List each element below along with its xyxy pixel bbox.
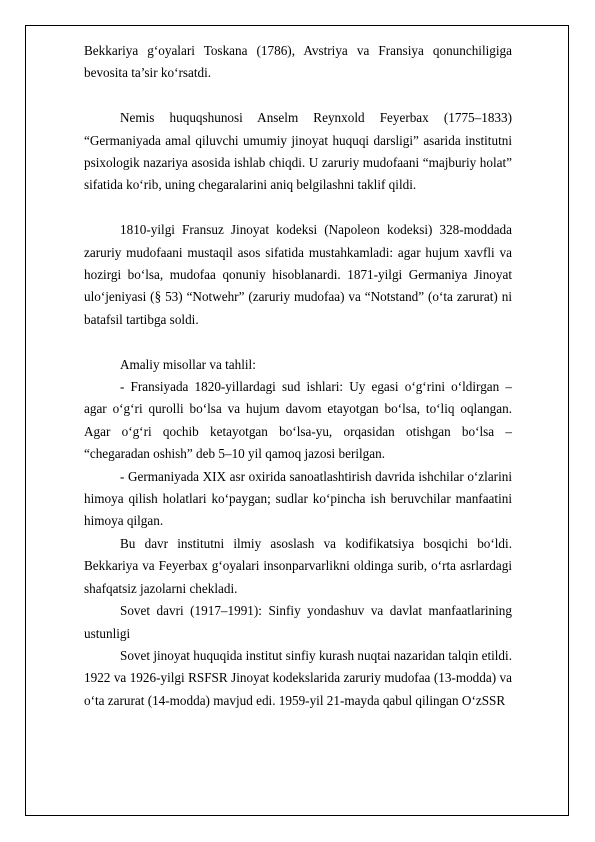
paragraph-soviet-heading: Sovet davri (1917–1991): Sinfiy yondashuv va davlat manfaatlarining ustunligi <box>84 603 512 641</box>
paragraph-bekkariya-influence: Bekkariya g‘oyalari Toskana (1786), Avstriya va Fransiya qonunchiligiga bevosita ta’sir ko‘rsatdi. <box>84 43 512 81</box>
paragraph-examples-heading: Amaliy misollar va tahlil: <box>120 356 256 372</box>
paragraph-codes-1810-1871: 1810-yilgi Fransuz Jinoyat kodeksi (Napoleon kodeksi) 328-moddada zaruriy mudofaani mustaqil asos sifatida mustahkamladi: agar hujum xavfli va hozirgi bo‘lsa, mudofaa qonuniy hisoblanardi. 1871-yilgi Germaniya Jinoyat ulo‘jeniyasi (§ 53) “Notwehr” (zaruriy mudofaa) va “Notstand” (o‘ta zarurat) ni batafsil tartibga soldi. <box>84 222 512 327</box>
paragraph-period-summary: Bu davr institutni ilmiy asoslash va kodifikatsiya bosqichi bo‘ldi. Bekkariya va Feyerbax g‘oyalari insonparvarlikni oldinga surib, o‘rta asrlardagi shafqatsiz jazolarni chekladi. <box>84 535 512 596</box>
paragraph-germany-example: - Germaniyada XIX asr oxirida sanoatlashtirish davrida ishchilar o‘zlarini himoya qilish holatlari ko‘paygan; sudlar ko‘pincha ish beruvchilar manfaatini himoya qilgan. <box>84 468 512 529</box>
paragraph-france-example: - Fransiyada 1820-yillardagi sud ishlari: Uy egasi o‘g‘rini o‘ldirgan – agar o‘g‘ri qurolli bo‘lsa va hujum davom etayotgan bo‘lsa, to‘liq oqlangan. Agar o‘g‘ri qochib ketayotgan bo‘lsa-yu, orqasidan otishgan bo‘lsa – “chegaradan oshish” deb 5–10 yil qamoq jazosi berilgan. <box>84 379 512 462</box>
document-body <box>84 40 512 712</box>
paragraph-feyerbax: Nemis huquqshunosi Anselm Reynxold Feyerbax (1775–1833) “Germaniyada amal qiluvchi umumiy jinoyat huquqi darsligi” asarida institutni psixologik nazariya asosida ishlab chiqdi. U zaruriy mudofaani “majburiy holat” sifatida ko‘rib, uning chegaralarini aniq belgilashni taklif qildi. <box>84 110 512 193</box>
paragraph-soviet-law: Sovet jinoyat huquqida institut sinfiy kurash nuqtai nazaridan talqin etildi. 1922 va 1926-yilgi RSFSR Jinoyat kodekslarida zaruriy mudofaa (13-modda) va o‘ta zarurat (14-modda) mavjud edi. 1959-yil 21-mayda qabul qilingan O‘zSSR <box>84 647 512 708</box>
